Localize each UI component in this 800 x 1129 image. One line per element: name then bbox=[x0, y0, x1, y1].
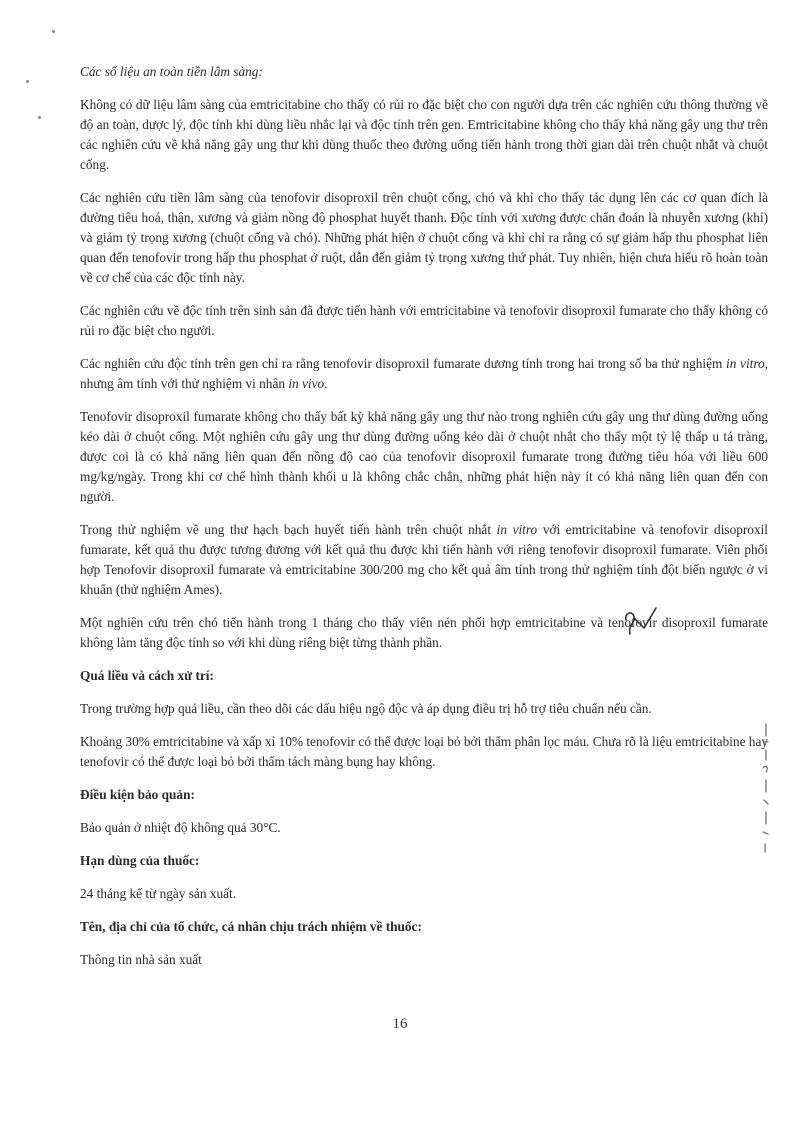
paragraph-lymphoma bbox=[80, 520, 768, 600]
paragraph-emtricitabine-safety: Không có dữ liệu lâm sàng của emtricitabine cho thấy có rủi ro đặc biệt cho con người dựa trên các nghiên cứu thông thường về độ an toàn, dược lý, độc tính khi dùng liều nhắc lại và độc tính trên gen. Emtricitabine không cho thấy khả năng gây ung thư trên các nghiên cứu về khả năng gây ung thư khi dùng thuốc theo đường uống tiến hành trong thời gian dài trên chuột nhắt và chuột cống. bbox=[80, 97, 768, 172]
shelf-life-heading: Hạn dùng của thuốc: bbox=[80, 853, 200, 868]
genotox-text-2: , nhưng âm tính với thử nghiệm vi nhân bbox=[80, 356, 768, 391]
lymphoma-text-1: Trong thử nghiệm về ung thư hạch bạch huyết tiến hành trên chuột nhắt bbox=[80, 522, 497, 537]
overdose-paragraph-1: Trong trường hợp quá liều, cần theo dõi các dấu hiệu ngộ độc và áp dụng điều trị hỗ trợ tiêu chuẩn nếu cần. bbox=[80, 701, 652, 716]
handwritten-initial-icon bbox=[620, 606, 660, 638]
manufacturer-info: Thông tin nhà sản xuất bbox=[80, 952, 202, 967]
lymphoma-text-2: với emtricitabine và tenofovir disoproxil fumarate, kết quả thu được tương đương với kết quả thu được khi tiến hành với riêng tenofovir disoproxil fumarate. Viên phối hợp Tenofovir disoproxil fumarate và emtricitabine 300/200 mg cho kết quả âm tính trong thử nghiệm tính đột biến ngược ở vi khuẩn (thử nghiệm Ames). bbox=[80, 522, 768, 597]
shelf-life-text: 24 tháng kể từ ngày sản xuất. bbox=[80, 886, 237, 901]
page-number: 16 bbox=[392, 1016, 408, 1032]
document-body bbox=[80, 62, 768, 983]
paragraph-reproductive-toxicity: Các nghiên cứu về độc tính trên sinh sản đã được tiến hành với emtricitabine và tenofovir disoproxil fumarate cho thấy không có rủi ro đặc biệt cho người. bbox=[80, 303, 768, 338]
lymphoma-in-vitro: in vitro bbox=[496, 522, 538, 537]
overdose-heading: Quá liều và cách xử trí: bbox=[80, 668, 214, 683]
paragraph-carcinogenicity: Tenofovir disoproxil fumarate không cho thấy bất kỳ khả năng gây ung thư nào trong nghiên cứu gây ung thư dùng đường uống kéo dài ở chuột cống. Một nghiên cứu gây ung thư dùng đường uống kéo dài ở chuột nhắt cho thấy một tỷ lệ thấp u tá tràng, được coi là có khả năng liên quan đến nồng độ cao của tenofovir disoproxil fumarate trong đường tiêu hóa với liều 600 mg/kg/ngày. Trong khi cơ chế hình thành khối u là không chắc chắn, những phát hiện này ít có khả năng liên quan đến con người. bbox=[80, 409, 768, 504]
paragraph-one-month-study: Một nghiên cứu trên chó tiến hành trong 1 tháng cho thấy viên nén phối hợp emtricitabine và tenofovir disoproxil fumarate không làm tăng độc tính so với khi dùng riêng biệt từng thành phần. bbox=[80, 615, 768, 650]
preclinical-heading: Các số liệu an toàn tiền lâm sàng: bbox=[80, 64, 263, 79]
responsible-party-heading: Tên, địa chỉ của tổ chức, cá nhân chịu trách nhiệm về thuốc: bbox=[80, 919, 422, 934]
genotox-text-1: Các nghiên cứu độc tính trên gen chỉ ra rằng tenofovir disoproxil fumarate dương tính trong hai trong số ba thử nghiệm bbox=[80, 356, 727, 371]
storage-text: Bảo quản ở nhiệt độ không quá 30°C. bbox=[80, 820, 281, 835]
storage-heading: Điều kiện bảo quản: bbox=[80, 787, 195, 802]
margin-stamp-icon bbox=[756, 720, 776, 860]
scan-speck bbox=[38, 116, 41, 119]
genotox-in-vitro: in vitro bbox=[726, 356, 765, 371]
genotox-in-vivo: in vivo bbox=[288, 376, 325, 391]
scan-speck bbox=[52, 30, 55, 33]
overdose-paragraph-2: Khoảng 30% emtricitabine và xấp xỉ 10% tenofovir có thể được loại bỏ bởi thẩm phân lọc máu. Chưa rõ là liệu emtricitabine hay tenofovir có thể được loại bỏ bởi thẩm tách màng bụng hay không. bbox=[80, 734, 768, 769]
genotox-text-3: . bbox=[324, 376, 328, 391]
paragraph-tenofovir-preclinical: Các nghiên cứu tiền lâm sàng của tenofovir disoproxil trên chuột cống, chó và khỉ cho thấy tác dụng lên các cơ quan đích là đường tiêu hoá, thận, xương và giảm nồng độ phosphat huyết thanh. Độc tính với xương được chẩn đoán là nhuyễn xương (khỉ) và giảm tỷ trọng xương (chuột cống và chó). Những phát hiện ở chuột cống và khỉ chỉ ra rằng có sự giảm hấp thu phosphat liên quan đến tenofovir trong hấp thu phosphat ở ruột, dẫn đến giảm tỷ trọng xương thứ phát. Tuy nhiên, hiện chưa hiểu rõ hoàn toàn về cơ chế của các độc tính này. bbox=[80, 190, 768, 285]
scan-speck bbox=[26, 80, 29, 83]
margin-stamp-marks bbox=[756, 720, 776, 860]
paragraph-genotoxicity bbox=[80, 354, 768, 394]
